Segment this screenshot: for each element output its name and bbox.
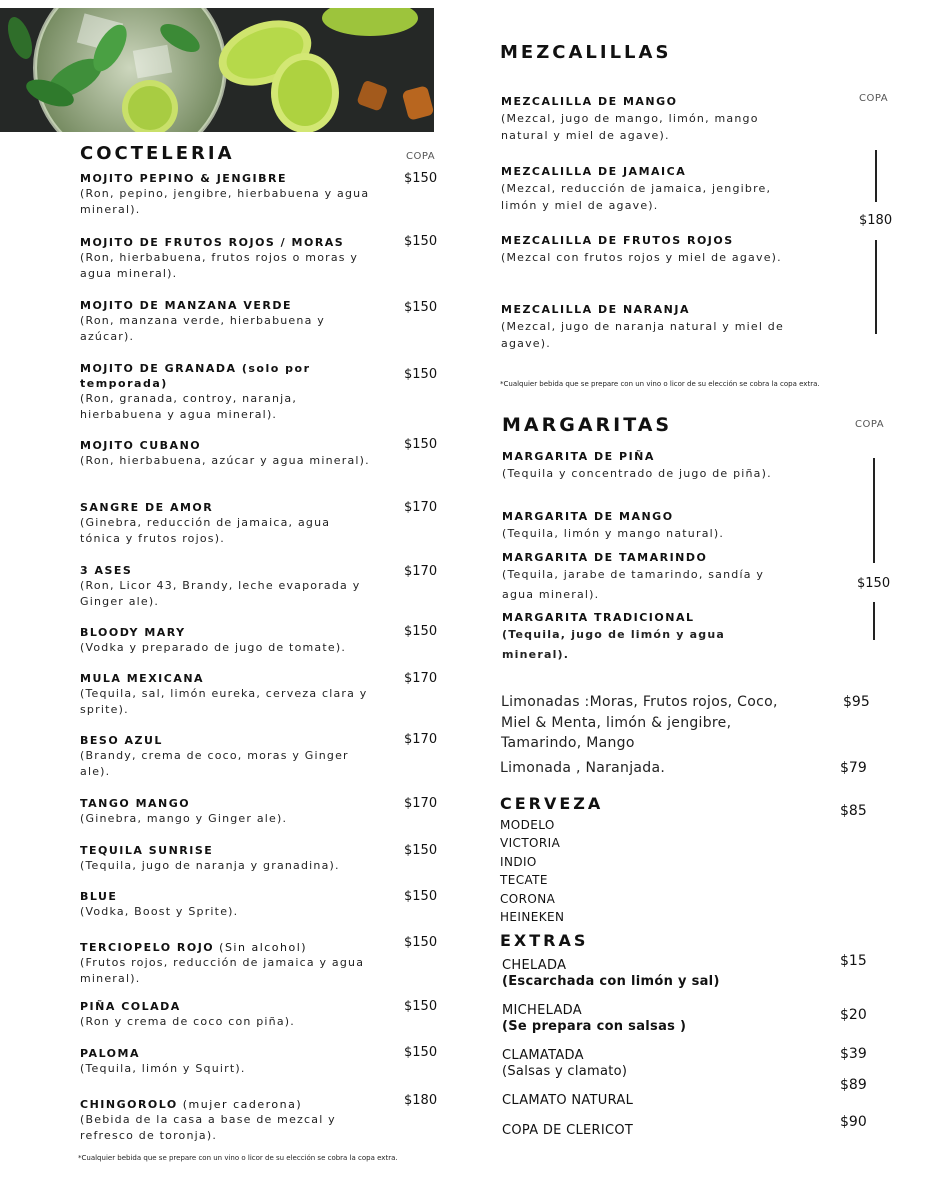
cocktail-price: $170 <box>404 796 438 811</box>
cocktail-price: $170 <box>404 732 438 747</box>
cocktail-price: $150 <box>404 1045 438 1060</box>
extra-name: MICHELADA <box>502 1003 582 1018</box>
cocktail-price: $150 <box>404 437 438 452</box>
cocktail-item <box>80 936 370 987</box>
cocktail-item <box>80 171 370 218</box>
cocktail-description: (Frutos rojos, reducción de jamaica y agua mineral). <box>80 956 365 985</box>
cocktail-name: SANGRE DE AMOR <box>80 501 214 514</box>
mezcalilla-item <box>501 301 791 352</box>
cocktail-item <box>80 500 370 547</box>
cocktail-item <box>80 1093 370 1144</box>
cocktail-price: $150 <box>404 624 438 639</box>
cocktail-name: TEQUILA SUNRISE <box>80 844 214 857</box>
cocktail-name: PALOMA <box>80 1047 140 1060</box>
mezcalilla-name: MEZCALILLA DE NARANJA <box>501 303 690 316</box>
extra-item <box>502 1003 802 1035</box>
margarita-description: (Tequila y concentrado de jugo de piña). <box>502 467 772 480</box>
cocktail-description: (Tequila, sal, limón eureka, cerveza clara y sprite). <box>80 687 368 716</box>
extra-item <box>502 1048 802 1080</box>
mezcalilla-name: MEZCALILLA DE JAMAICA <box>501 165 687 178</box>
cocteleria-note: *Cualquier bebida que se prepare con un vino o licor de su elección se cobra la copa extra. <box>78 1154 398 1162</box>
extra-name: CLAMATO NATURAL <box>502 1093 634 1108</box>
margarita-name: MARGARITA DE TAMARINDO <box>502 551 708 564</box>
cocktail-item <box>80 999 370 1030</box>
mezcalilla-item <box>501 163 791 214</box>
beer-item: MODELO <box>500 818 555 832</box>
mezcalilla-name: MEZCALILLA DE FRUTOS ROJOS <box>501 234 734 247</box>
cocktail-item <box>80 843 370 874</box>
beer-item: VICTORIA <box>500 836 561 851</box>
cocktail-price: $150 <box>404 300 438 315</box>
cocktail-item <box>80 1046 370 1077</box>
cocktail-price: $150 <box>404 234 438 249</box>
mezcalillas-bracket-top <box>875 150 877 202</box>
cocktail-description: (Bebida de la casa a base de mezcal y refresco de toronja). <box>80 1113 336 1142</box>
cocktail-name: MOJITO DE FRUTOS ROJOS / MORAS <box>80 236 345 249</box>
mezcalilla-name: MEZCALILLA DE MANGO <box>501 95 678 108</box>
cocktail-price: $150 <box>404 843 438 858</box>
cocktail-item <box>80 733 370 780</box>
cocktail-name: MOJITO CUBANO <box>80 439 202 452</box>
cocktail-description: (Ron, Licor 43, Brandy, leche evaporada y Ginger ale). <box>80 579 361 608</box>
cocktail-item <box>80 438 370 469</box>
extra-price: $89 <box>840 1077 867 1093</box>
cocktail-item <box>80 563 370 610</box>
beer-item: INDIO <box>500 854 537 869</box>
cocktail-name: 3 ASES <box>80 564 133 577</box>
cerveza-list <box>500 816 564 926</box>
cocktail-item <box>80 671 370 718</box>
margarita-name: MARGARITA DE MANGO <box>502 510 674 523</box>
cocteleria-title: COCTELERIA <box>80 143 235 164</box>
cocktail-name: MOJITO PEPINO & JENGIBRE <box>80 172 288 185</box>
cocktail-item <box>80 235 370 282</box>
cerveza-title: CERVEZA <box>500 794 604 813</box>
extras-title: EXTRAS <box>500 931 589 950</box>
cocktail-description: (Tequila, limón y Squirt). <box>80 1062 246 1075</box>
cocktail-name: TERCIOPELO ROJO <box>80 941 215 954</box>
limonada-naranjada-price: $79 <box>840 760 867 776</box>
mezcalillas-note: *Cualquier bebida que se prepare con un vino o licor de su elección se cobra la copa extra. <box>500 380 820 388</box>
extra-item <box>502 1123 802 1139</box>
margaritas-price: $150 <box>857 576 891 591</box>
cocktail-name: BESO AZUL <box>80 734 163 747</box>
extra-price: $20 <box>840 1007 867 1023</box>
mezcalillas-title: MEZCALILLAS <box>500 42 672 63</box>
margarita-name: MARGARITA TRADICIONAL <box>502 611 695 624</box>
cocktail-name: TANGO MANGO <box>80 797 191 810</box>
mezcalilla-item <box>501 93 791 144</box>
cocktail-price: $150 <box>404 999 438 1014</box>
margarita-description: (Tequila, jarabe de tamarindo, sandía y agua mineral). <box>502 568 765 601</box>
extra-name: CHELADA <box>502 958 567 973</box>
limonadas-line-1: Limonadas :Moras, Frutos rojos, Coco, <box>501 694 778 710</box>
cocktail-name: PIÑA COLADA <box>80 1000 181 1013</box>
limonadas-line-2: Miel & Menta, limón & jengibre, <box>501 714 732 731</box>
mezcalilla-description: (Mezcal, reducción de jamaica, jengibre, limón y miel de agave). <box>501 182 772 212</box>
cocktail-name-suffix: (Sin alcohol) <box>214 941 308 954</box>
beer-item: HEINEKEN <box>500 910 565 925</box>
cocktail-description: (Ginebra, reducción de jamaica, agua tónica y frutos rojos). <box>80 516 331 545</box>
cocktail-name: MULA MEXICANA <box>80 672 205 685</box>
cocktail-name: MOJITO DE MANZANA VERDE <box>80 299 292 312</box>
cocktail-item <box>80 625 370 656</box>
cocktail-description: (Ron, pepino, jengibre, hierbabuena y agua mineral). <box>80 187 370 216</box>
extra-name: COPA DE CLERICOT <box>502 1123 634 1138</box>
margaritas-bracket-bottom <box>873 602 875 640</box>
cocktail-item <box>80 889 370 920</box>
limonadas-line-3: Tamarindo, Mango <box>501 735 635 751</box>
margaritas-title: MARGARITAS <box>502 414 673 436</box>
extra-price: $39 <box>840 1046 867 1062</box>
cocktail-description: (Ron, granada, controy, naranja, hierbabuena y agua mineral). <box>80 392 298 421</box>
cocktail-item <box>80 298 370 345</box>
cocktail-description: (Tequila, jugo de naranja y granadina). <box>80 859 340 872</box>
extra-name: CLAMATADA <box>502 1048 584 1063</box>
cocktail-price: $150 <box>404 935 438 950</box>
mezcalillas-price: $180 <box>859 213 893 228</box>
cocktail-name: BLOODY MARY <box>80 626 186 639</box>
cocktail-price: $150 <box>404 367 438 382</box>
margarita-name: MARGARITA DE PIÑA <box>502 450 655 463</box>
cerveza-price: $85 <box>840 803 867 819</box>
margarita-item <box>502 509 792 544</box>
extra-subtitle: (Salsas y clamato) <box>502 1064 628 1079</box>
cocktail-price: $150 <box>404 889 438 904</box>
margaritas-copa-label: COPA <box>855 419 885 430</box>
margarita-description: (Tequila, limón y mango natural). <box>502 527 725 540</box>
limonadas-block <box>501 692 831 754</box>
mezcalilla-description: (Mezcal con frutos rojos y miel de agave). <box>501 251 782 264</box>
cocktail-name: MOJITO DE GRANADA (solo por temporada) <box>80 362 311 390</box>
mezcalillas-copa-label: COPA <box>859 93 889 104</box>
cocktail-price: $170 <box>404 500 438 515</box>
cocktail-description: (Ron y crema de coco con piña). <box>80 1015 295 1028</box>
mezcalilla-description: (Mezcal, jugo de mango, limón, mango natural y miel de agave). <box>501 112 759 142</box>
cocktail-description: (Ron, hierbabuena, frutos rojos o moras y agua mineral). <box>80 251 359 280</box>
cocktail-description: (Ron, hierbabuena, azúcar y agua mineral). <box>80 454 370 467</box>
mezcalillas-bracket-bottom <box>875 240 877 334</box>
cocktail-price: $180 <box>404 1093 438 1108</box>
margaritas-bracket-top <box>873 458 875 563</box>
margarita-item <box>502 550 792 605</box>
mojito-photo <box>0 8 434 132</box>
extra-item <box>502 1093 802 1109</box>
cocteleria-copa-label: COPA <box>406 151 436 162</box>
mezcalilla-description: (Mezcal, jugo de naranja natural y miel de agave). <box>501 320 784 350</box>
extra-item <box>502 958 802 990</box>
extra-subtitle: (Escarchada con limón y sal) <box>502 974 720 989</box>
cocktail-item <box>80 361 370 423</box>
cocktail-name-suffix: (mujer caderona) <box>177 1098 303 1111</box>
cocktail-name: CHINGOROLO <box>80 1098 178 1111</box>
cocktail-description: (Brandy, crema de coco, moras y Ginger ale). <box>80 749 349 778</box>
extra-price: $15 <box>840 953 867 969</box>
cocktail-description: (Vodka, Boost y Sprite). <box>80 905 239 918</box>
mezcalilla-item <box>501 232 791 266</box>
cocktail-name: BLUE <box>80 890 118 903</box>
margarita-item <box>502 449 792 484</box>
extra-subtitle: (Se prepara con salsas ) <box>502 1019 687 1034</box>
cocktail-price: $170 <box>404 564 438 579</box>
margarita-description: (Tequila, jugo de limón y agua mineral). <box>502 628 726 661</box>
cocktail-description: (Vodka y preparado de jugo de tomate). <box>80 641 347 654</box>
cocktail-item <box>80 796 370 827</box>
cocktail-price: $170 <box>404 671 438 686</box>
cocktail-price: $150 <box>404 171 438 186</box>
beer-item: TECATE <box>500 873 548 888</box>
cocktail-description: (Ron, manzana verde, hierbabuena y azúcar). <box>80 314 325 343</box>
margarita-item <box>502 610 792 665</box>
limonadas-price: $95 <box>843 694 870 710</box>
extra-price: $90 <box>840 1114 867 1130</box>
cocktail-description: (Ginebra, mango y Ginger ale). <box>80 812 288 825</box>
beer-item: CORONA <box>500 891 556 906</box>
limonada-naranjada: Limonada , Naranjada. <box>500 760 666 776</box>
